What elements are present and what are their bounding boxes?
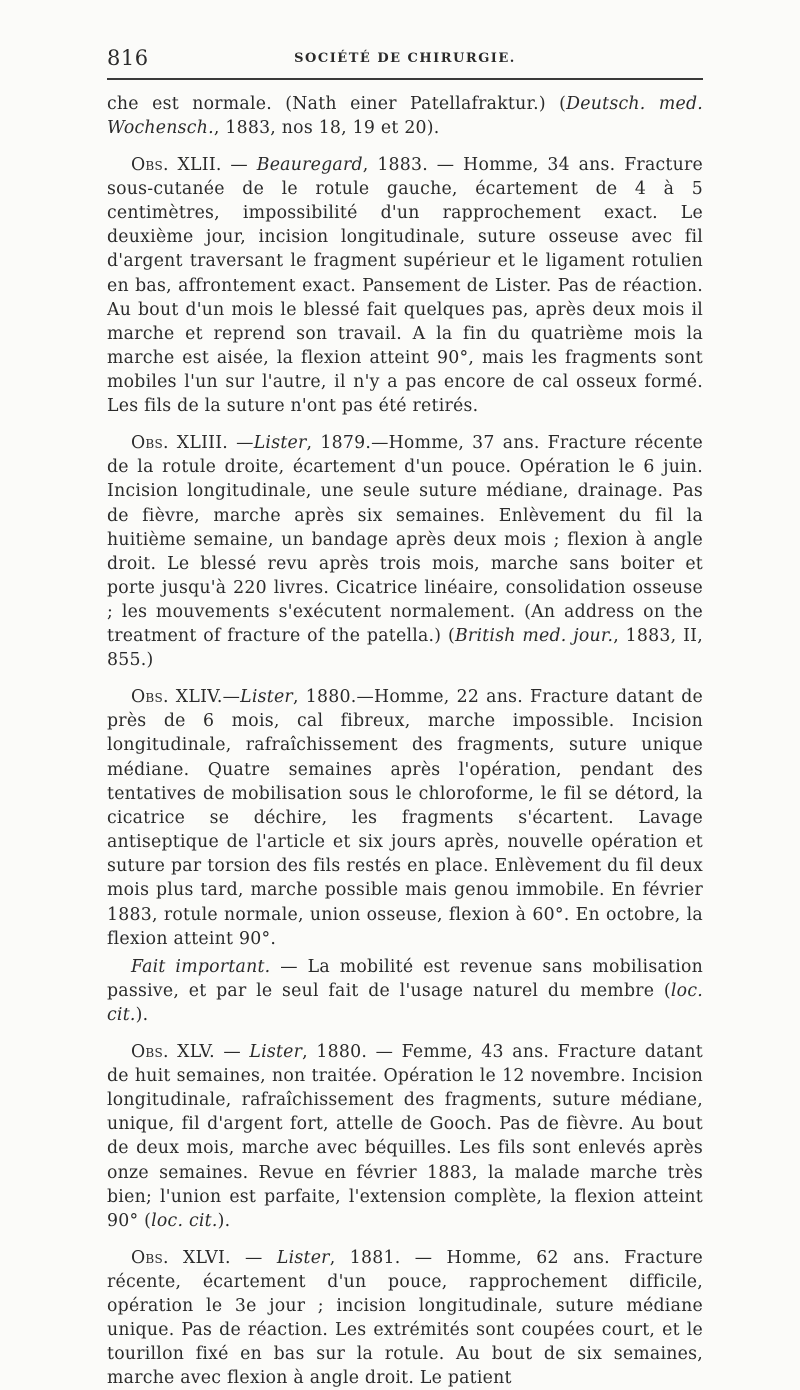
text-run: —: [230, 1247, 277, 1268]
text-run: —: [221, 154, 257, 175]
text-run: , 1881. — Homme, 62 ans. Fracture récente, écartement d'un pouce, rapprochement difficile, opération le 3e jour ; incision longitudinale, suture médiane unique. Pas de réaction. Les extrémités sont coupées court, et le tourillon fixé en bas sur la rotule. Au bout de six semaines, marche avec flexion à angle droit. Le patient: [107, 1247, 703, 1389]
italic-text: Lister: [253, 433, 307, 454]
text-run: —: [222, 687, 241, 708]
page-number: 816: [107, 46, 149, 70]
header-rule: [107, 78, 703, 80]
paragraph-obs-xlii: [107, 153, 703, 419]
text-run: che est normale. (Nath einer Patellafraktur.) (: [107, 94, 567, 114]
paragraph-continuation: [107, 92, 703, 140]
observation-label: Obs. XLV.: [131, 1041, 215, 1062]
text-run: — La mobilité est revenue sans mobilisation passive, et par le seul fait de l'usage naturel du membre (: [107, 956, 704, 1001]
paragraph-fait-important: [107, 955, 703, 1027]
text-run: , 1879.—Homme, 37 ans. Fracture récente de la rotule droite, écartement d'un pouce. Opération le 6 juin. Incision longitudinale, une seule suture médiane, drainage. Pas de fièvre, marche après six semaines. Enlèvement du fil la huitième semaine, un bandage après deux mois ; flexion à angle droit. Le blessé revu après trois mois, marche sans boiter et porte jusqu'à 220 livres. Cicatrice linéaire, consolidation osseuse ; les mouvements s'exécutent normalement. (An address on the treatment of fracture of the patella.) (: [107, 433, 703, 647]
text-run: , 1883, nos 18, 19 et 20).: [213, 118, 440, 139]
italic-text: loc. cit.: [107, 980, 703, 1026]
italic-text: Deutsch. med. Wochensch.: [107, 94, 703, 139]
page-header: [107, 46, 703, 74]
text-run: , 1880. — Femme, 43 ans. Fracture datant de huit semaines, non traitée. Opération le 12 novembre. Incision longitudinale, rafraîchissement des fragments, suture médiane, unique, fil d'argent fort, attelle de Gooch. Pas de fièvre. Au bout de deux mois, marche avec béquilles. Les fils sont enlevés après onze semaines. Revue en février 1883, la malade marche très bien; l'union est parfaite, l'extension complète, la flexion atteint 90° (: [107, 1041, 703, 1231]
italic-text: Fait important.: [131, 956, 271, 977]
observation-label: Obs. XLVI.: [131, 1247, 231, 1268]
text-run: —: [214, 1041, 250, 1062]
observation-label: Obs. XLIII.: [131, 433, 229, 454]
text-run: ).: [135, 1005, 149, 1026]
italic-text: loc. cit.: [151, 1210, 218, 1231]
text-run: —: [228, 433, 254, 454]
paragraph-obs-xliv: [107, 685, 703, 951]
paragraph-obs-xlv: [107, 1040, 703, 1233]
text-run: ).: [217, 1210, 231, 1231]
text-run: , 1883. — Homme, 34 ans. Fracture sous-cutanée de le rotule gauche, écartement de 4 à 5 centimètres, impossibilité d'un rapprochement exact. Le deuxième jour, incision longitudinale, suture osseuse avec fil d'argent traversant le fragment supérieur et le ligament rotulien en bas, affrontement exact. Pansement de Lister. Pas de réaction. Au bout d'un mois le blessé fait quelques pas, après deux mois il marche et reprend son travail. A la fin du quatrième mois la marche est aisée, la flexion atteint 90°, mais les fragments sont mobiles l'un sur l'autre, il n'y a pas encore de cal osseux formé. Les fils de la suture n'ont pas été retirés.: [107, 154, 703, 417]
paragraph-obs-xliii: [107, 431, 703, 673]
italic-text: Lister: [276, 1247, 330, 1268]
running-title: SOCIÉTÉ DE CHIRURGIE.: [294, 51, 516, 66]
paragraph-obs-xlvi: [107, 1246, 703, 1390]
observation-label: Obs. XLII.: [131, 154, 222, 175]
text-run: , 1880.—Homme, 22 ans. Fracture datant de près de 6 mois, cal fibreux, marche impossible. Incision longitudinale, rafraîchissement des fragments, suture unique médiane. Quatre semaines après l'opération, pendant des tentatives de mobilisation sous le chloroforme, le fil se détord, la cicatrice se déchire, les fragments s'écartent. Lavage antiseptique de l'article et six jours après, nouvelle opération et suture par torsion des fils restés en place. Enlèvement du fil deux mois plus tard, marche possible mais genou immobile. En février 1883, rotule normale, union osseuse, flexion à 60°. En octobre, la flexion atteint 90°.: [107, 687, 704, 949]
italic-text: Lister: [249, 1041, 303, 1062]
italic-text: Lister: [240, 687, 293, 708]
italic-text: Beauregard: [256, 154, 363, 175]
italic-text: British med. jour.: [454, 626, 614, 647]
text-run: , 1883, II, 855.): [107, 626, 703, 671]
body-text: [107, 92, 703, 1390]
observation-label: Obs. XLIV.: [131, 687, 223, 708]
